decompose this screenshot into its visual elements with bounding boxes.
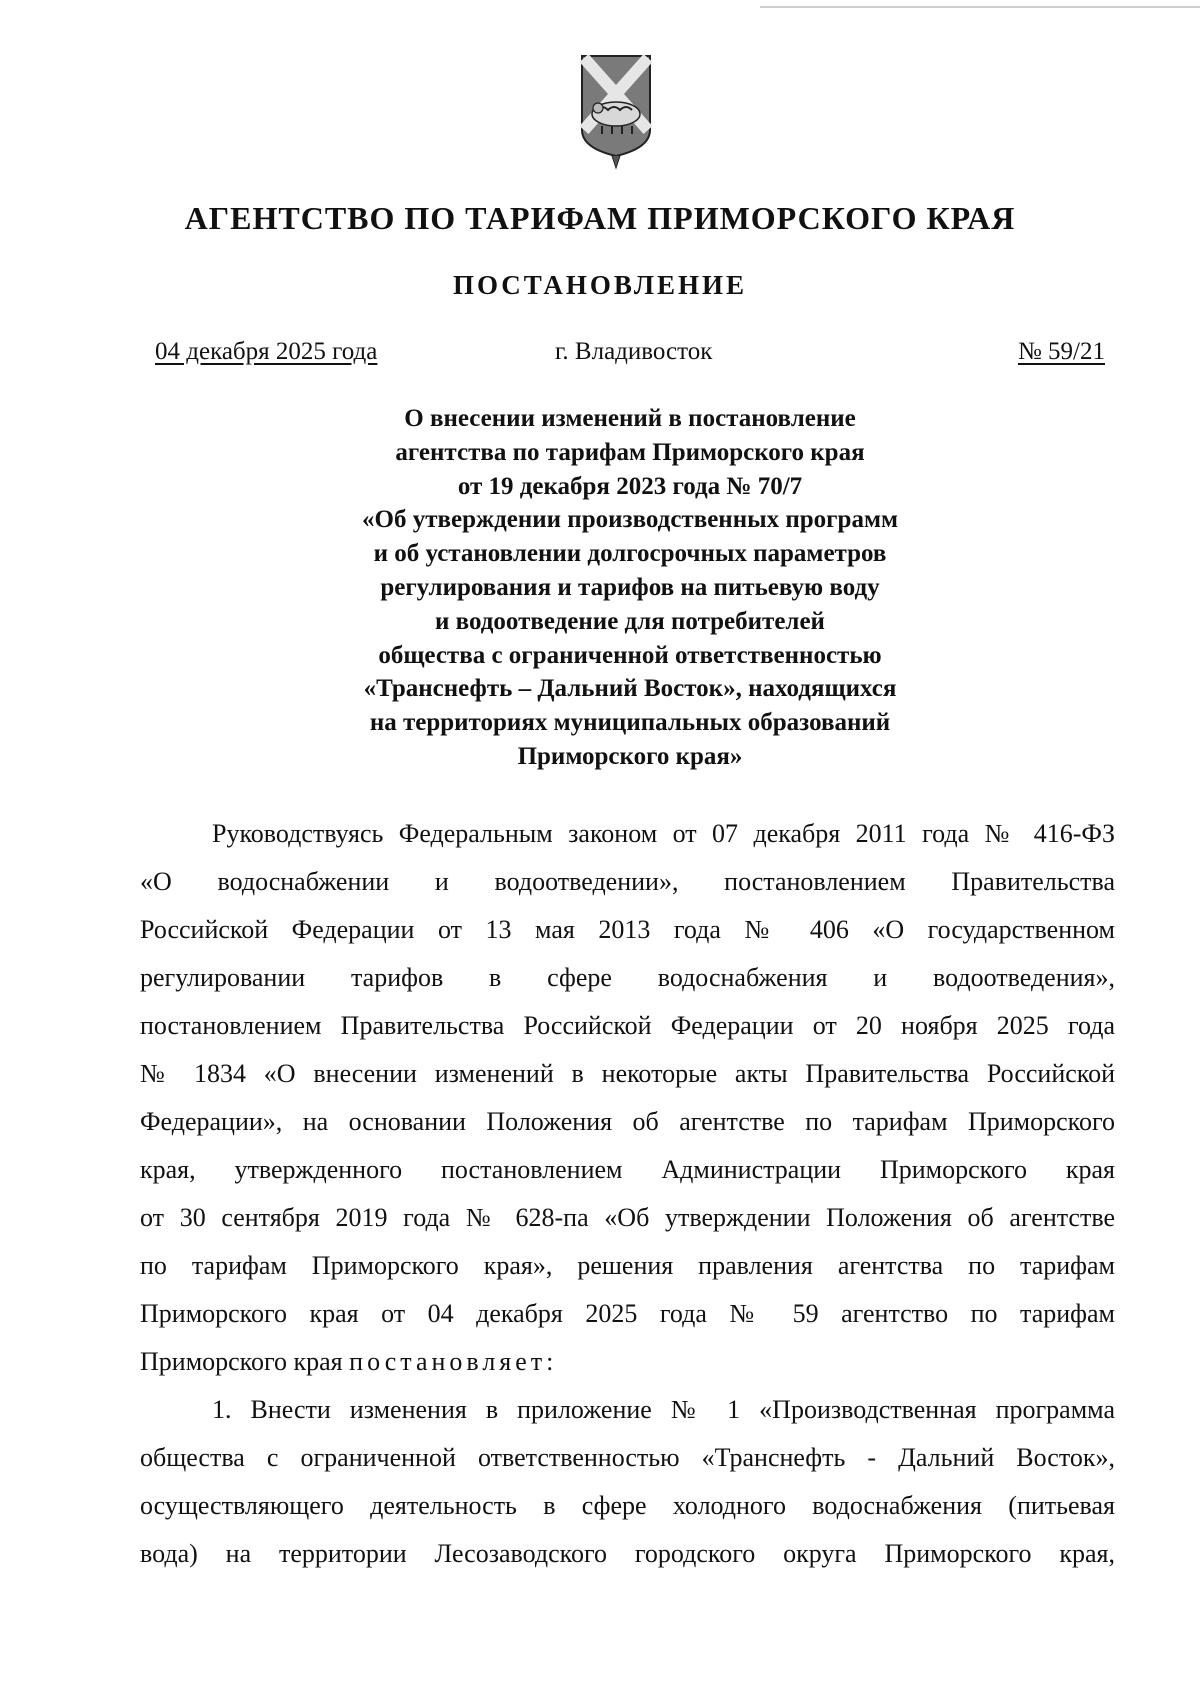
- body-line: Российской Федерации от 13 мая 2013 года № 406 «О государственном: [140, 915, 1115, 944]
- title-line: О внесении изменений в постановление: [404, 405, 856, 432]
- title-line: агентства по тарифам Приморского края: [395, 438, 865, 466]
- body-line: Приморского края от 04 декабря 2025 года № 59 агентство по тарифам: [140, 1299, 1115, 1328]
- body-line: № 1834 «О внесении изменений в некоторые акты Правительства Российской: [140, 1059, 1115, 1088]
- body-line: Федерации», на основании Положения об агентстве по тарифам Приморского: [140, 1107, 1115, 1136]
- body-line: 1. Внести изменения в приложение № 1 «Производственная программа: [212, 1395, 1115, 1424]
- document-type: ПОСТАНОВЛЕНИЕ: [452, 270, 748, 300]
- title-line: и об установлении долгосрочных параметров: [373, 540, 887, 568]
- body-line: вода) на территории Лесозаводского городского округа Приморского края,: [140, 1539, 1115, 1568]
- document-number: № 59/21: [1017, 338, 1105, 365]
- body-line: регулировании тарифов в сфере водоснабжения и водоотведения»,: [140, 963, 1115, 992]
- body-line: края, утвержденного постановлением Администрации Приморского края: [140, 1155, 1115, 1184]
- title-line: от 19 декабря 2023 года № 70/7: [457, 472, 803, 500]
- body-line: постановлением Правительства Российской Федерации от 20 ноября 2025 года: [140, 1011, 1115, 1040]
- document-date: 04 декабря 2025 года: [155, 338, 378, 365]
- resolves-word: постановляет:: [349, 1347, 558, 1376]
- document-city: г. Владивосток: [555, 338, 713, 365]
- title-line: «Транснефть – Дальний Восток», находящихся: [363, 675, 897, 703]
- title-line: Приморского края»: [517, 742, 743, 770]
- document-body: [140, 810, 1115, 1578]
- title-line: регулирования и тарифов на питьевую воду: [380, 573, 880, 601]
- scan-edge-line: [760, 6, 1200, 8]
- agency-name: АГЕНТСТВО ПО ТАРИФАМ ПРИМОРСКОГО КРАЯ: [184, 200, 1016, 236]
- body-line: «О водоснабжении и водоотведении», постановлением Правительства: [140, 867, 1115, 896]
- body-line: Руководствуясь Федеральным законом от 07 декабря 2011 года № 416-ФЗ: [212, 819, 1115, 848]
- document-title: [200, 402, 1060, 774]
- title-line: и водоотведение для потребителей: [435, 607, 825, 635]
- body-line: осуществляющего деятельность в сфере холодного водоснабжения (питьевая: [140, 1491, 1115, 1520]
- body-line: по тарифам Приморского края», решения правления агентства по тарифам: [140, 1251, 1115, 1280]
- title-line: на территориях муниципальных образований: [369, 709, 891, 737]
- coat-of-arms-icon: [578, 52, 654, 172]
- document-meta: [155, 338, 1105, 374]
- body-line: от 30 сентября 2019 года № 628-па «Об утверждении Положения об агентстве: [140, 1203, 1115, 1232]
- body-line-resolution: [140, 1338, 1115, 1386]
- title-line: общества с ограниченной ответственностью: [378, 641, 882, 669]
- title-line: «Об утверждении производственных программ: [362, 506, 898, 534]
- body-line: общества с ограниченной ответственностью «Транснефть - Дальний Восток»,: [140, 1443, 1115, 1472]
- body-line-start: Приморского края: [140, 1347, 343, 1376]
